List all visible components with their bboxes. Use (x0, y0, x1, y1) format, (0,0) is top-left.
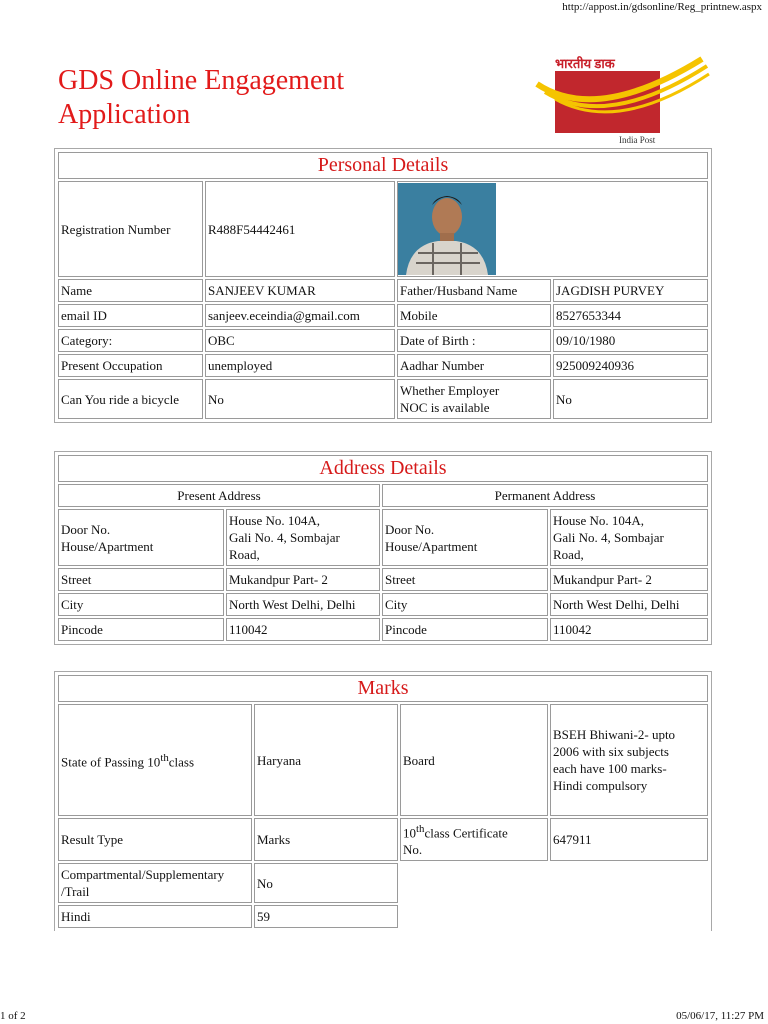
cert-label-sup: th (416, 823, 425, 835)
cert-label-line2: No. (403, 842, 423, 858)
email-value: sanjeev.eceindia@gmail.com (205, 304, 395, 327)
photo-cell (397, 181, 708, 277)
dob-label: Date of Birth : (397, 329, 551, 352)
empty-cell (400, 863, 548, 903)
compartmental-value: No (254, 863, 398, 903)
state-of-passing-value: Haryana (254, 704, 398, 816)
permanent-street-value: Mukandpur Part- 2 (550, 568, 708, 591)
present-door-value-line1: House No. 104A, (229, 513, 320, 528)
address-details-table (56, 453, 710, 643)
mobile-label: Mobile (397, 304, 551, 327)
dob-value: 09/10/1980 (553, 329, 708, 352)
permanent-pincode-label: Pincode (382, 618, 548, 641)
present-street-value: Mukandpur Part- 2 (226, 568, 380, 591)
empty-cell (550, 863, 708, 903)
cert-label-pre: 10 (403, 825, 416, 841)
personal-details-section (54, 148, 712, 423)
person-photo-icon (398, 183, 496, 275)
permanent-door-label-line2: House/Apartment (385, 538, 478, 554)
registration-label: Registration Number (58, 181, 203, 277)
marks-header: Marks (58, 675, 708, 702)
permanent-door-label-line1: Door No. (385, 521, 435, 537)
address-details-header: Address Details (58, 455, 708, 482)
board-value-line3: each have 100 marks- (553, 761, 667, 776)
present-door-label-line1: Door No. (61, 521, 111, 537)
state-label-text: State of Passing 10 (61, 754, 161, 770)
permanent-street-label: Street (382, 568, 548, 591)
present-door-value-line3: Road, (229, 547, 260, 562)
page-title-line1: GDS Online Engagement (58, 65, 345, 96)
present-pincode-value: 110042 (226, 618, 380, 641)
board-value-line4: Hindi compulsory (553, 778, 648, 793)
page-title-line2: Application (58, 99, 191, 130)
bicycle-value: No (205, 379, 395, 419)
certificate-value: 647911 (550, 818, 708, 861)
permanent-door-value-line1: House No. 104A, (553, 513, 644, 528)
board-value (550, 704, 708, 816)
registration-value: R488F54442461 (205, 181, 395, 277)
permanent-door-value (550, 509, 708, 566)
present-door-value (226, 509, 380, 566)
empty-cell (550, 905, 708, 928)
personal-details-header: Personal Details (58, 152, 708, 179)
page-title (58, 64, 344, 132)
noc-value: No (553, 379, 708, 419)
empty-cell (400, 905, 548, 928)
page-count: 1 of 2 (0, 1010, 26, 1022)
noc-label-line1: Whether Employer (400, 383, 500, 398)
aadhar-label: Aadhar Number (397, 354, 551, 377)
aadhar-value: 925009240936 (553, 354, 708, 377)
logo-english-text: India Post (619, 135, 656, 145)
present-door-value-line2: Gali No. 4, Sombajar (229, 530, 340, 545)
hindi-value: 59 (254, 905, 398, 928)
father-name-value: JAGDISH PURVEY (553, 279, 708, 302)
permanent-door-label (382, 509, 548, 566)
compartmental-label-line1: Compartmental/Supplementary (61, 867, 225, 883)
cert-label-post: class Certificate (424, 825, 508, 841)
print-datetime: 05/06/17, 11:27 PM (676, 1010, 764, 1022)
personal-details-table (56, 150, 710, 421)
email-label: email ID (58, 304, 203, 327)
occupation-label: Present Occupation (58, 354, 203, 377)
address-details-section (54, 451, 712, 645)
logo-hindi-text: भारतीय डाक (555, 56, 615, 71)
permanent-door-value-line3: Road, (553, 547, 584, 562)
india-post-logo (527, 54, 712, 150)
present-door-label (58, 509, 224, 566)
name-label: Name (58, 279, 203, 302)
present-address-header: Present Address (58, 484, 380, 507)
permanent-address-header: Permanent Address (382, 484, 708, 507)
board-label: Board (400, 704, 548, 816)
marks-section (54, 671, 712, 931)
category-label: Category: (58, 329, 203, 352)
compartmental-label (58, 863, 252, 903)
permanent-city-value: North West Delhi, Delhi (550, 593, 708, 616)
result-type-value: Marks (254, 818, 398, 861)
compartmental-label-line2: /Trail (61, 884, 90, 900)
permanent-pincode-value: 110042 (550, 618, 708, 641)
name-value: SANJEEV KUMAR (205, 279, 395, 302)
present-pincode-label: Pincode (58, 618, 224, 641)
noc-label-line2: NOC is available (400, 400, 490, 415)
bicycle-label: Can You ride a bicycle (58, 379, 203, 419)
mobile-value: 8527653344 (553, 304, 708, 327)
certificate-label (400, 818, 548, 861)
permanent-door-value-line2: Gali No. 4, Sombajar (553, 530, 664, 545)
present-city-label: City (58, 593, 224, 616)
present-street-label: Street (58, 568, 224, 591)
applicant-photo (398, 183, 496, 275)
marks-table (56, 673, 710, 930)
occupation-value: unemployed (205, 354, 395, 377)
page-url: http://appost.in/gdsonline/Reg_printnew.aspx (562, 1, 762, 13)
state-label-end: class (168, 754, 195, 770)
state-label-sup: th (160, 751, 169, 764)
permanent-city-label: City (382, 593, 548, 616)
father-name-label: Father/Husband Name (397, 279, 551, 302)
category-value: OBC (205, 329, 395, 352)
state-of-passing-label (58, 704, 252, 816)
hindi-label: Hindi (58, 905, 252, 928)
board-value-line1: BSEH Bhiwani-2- upto (553, 727, 676, 742)
noc-label (397, 379, 551, 419)
present-city-value: North West Delhi, Delhi (226, 593, 380, 616)
board-value-line2: 2006 with six subjects (553, 744, 669, 759)
present-door-label-line2: House/Apartment (61, 538, 154, 554)
result-type-label: Result Type (58, 818, 252, 861)
